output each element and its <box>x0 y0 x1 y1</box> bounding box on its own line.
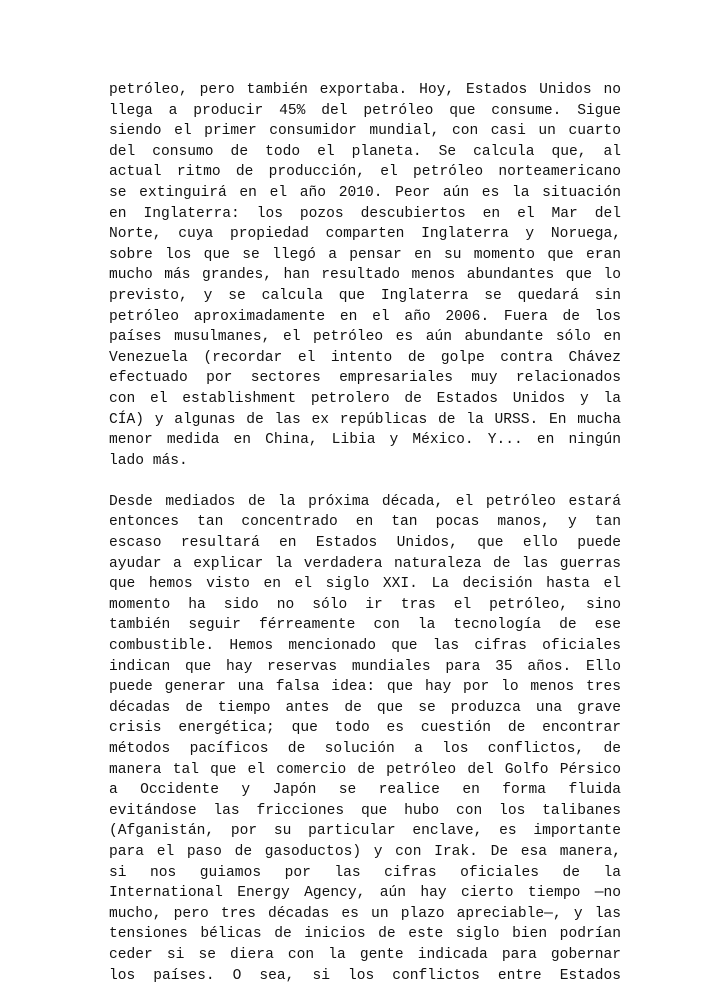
text-line: actual ritmo de producción, el petróleo norteamericano <box>109 164 621 181</box>
text-line: combustible. Hemos mencionado que las cifras oficiales <box>109 638 621 655</box>
text-line: menor medida en China, Libia y México. Y... en ningún <box>109 432 621 449</box>
text-line: previsto, y se calcula que Inglaterra se quedará sin <box>109 287 621 304</box>
text-line: se extinguirá en el año 2010. Peor aún es la situación <box>109 184 621 201</box>
text-line: crisis energética; que todo es cuestión de encontrar <box>109 720 621 737</box>
text-line: mucho más grandes, han resultado menos abundantes que lo <box>109 267 621 284</box>
text-line: CÍA) y algunas de las ex repúblicas de la URSS. En mucha <box>109 411 621 428</box>
document-page <box>109 80 621 986</box>
text-line: para el paso de gasoductos) y con Irak. De esa manera, <box>109 843 621 860</box>
text-line: mucho, pero tres décadas es un plazo apreciable—, y las <box>109 905 621 922</box>
text-line: si nos guiamos por las cifras oficiales de la <box>109 864 621 881</box>
text-line: lado más. <box>109 452 188 469</box>
text-line: en Inglaterra: los pozos descubiertos en el Mar del <box>109 205 621 222</box>
text-line: entonces tan concentrado en tan pocas manos, y tan <box>109 514 621 531</box>
text-line: indican que hay reservas mundiales para 35 años. Ello <box>109 658 621 675</box>
text-line: puede generar una falsa idea: que hay por lo menos tres <box>109 679 621 696</box>
paragraph-1 <box>109 80 621 471</box>
text-line: (Afganistán, por su particular enclave, es importante <box>109 823 621 840</box>
text-line: países musulmanes, el petróleo es aún abundante sólo en <box>109 329 621 346</box>
text-line: ayudar a explicar la verdadera naturaleza de las guerras <box>109 555 621 572</box>
text-line: métodos pacíficos de solución a los conflictos, de <box>109 741 621 757</box>
text-line: evitándose las fricciones que hubo con los talibanes <box>109 802 621 819</box>
text-line: tensiones bélicas de inicios de este siglo bien podrían <box>109 926 621 943</box>
text-line: los países. O sea, si los conflictos entre Estados <box>109 967 621 984</box>
text-line: Venezuela (recordar el intento de golpe contra Chávez <box>109 349 621 366</box>
text-line: momento ha sido no sólo ir tras el petróleo, sino <box>109 596 621 613</box>
text-line: ceder si se diera con la gente indicada para gobernar <box>109 946 621 963</box>
text-line: Norte, cuya propiedad comparten Inglaterra y Noruega, <box>109 226 621 243</box>
text-line: llega a producir 45% del petróleo que consume. Sigue <box>109 102 621 119</box>
text-line: también seguir férreamente con la tecnología de ese <box>109 617 621 634</box>
paragraph-gap <box>109 471 621 492</box>
text-line: escaso resultará en Estados Unidos, que ello puede <box>109 535 621 552</box>
text-line: Desde mediados de la próxima década, el petróleo estará <box>109 493 621 510</box>
text-line: que hemos visto en el siglo XXI. La decisión hasta el <box>109 576 621 593</box>
text-line: International Energy Agency, aún hay cierto tiempo —no <box>109 885 621 902</box>
text-line: con el establishment petrolero de Estados Unidos y la <box>109 390 621 407</box>
text-line: del consumo de todo el planeta. Se calcula que, al <box>109 143 621 160</box>
text-line: petróleo aproximadamente en el año 2006. Fuera de los <box>109 308 621 325</box>
text-line: efectuado por sectores empresariales muy relacionados <box>109 370 621 387</box>
text-line: sobre los que se llegó a pensar en su momento que eran <box>109 246 621 263</box>
paragraph-2 <box>109 492 621 986</box>
text-line: a Occidente y Japón se realice en forma fluida <box>109 782 621 799</box>
text-line: manera tal que el comercio de petróleo del Golfo Pérsico <box>109 761 621 778</box>
text-line: décadas de tiempo antes de que se produzca una grave <box>109 699 621 716</box>
text-line: siendo el primer consumidor mundial, con casi un cuarto <box>109 123 621 140</box>
text-line: petróleo, pero también exportaba. Hoy, Estados Unidos no <box>109 82 621 98</box>
